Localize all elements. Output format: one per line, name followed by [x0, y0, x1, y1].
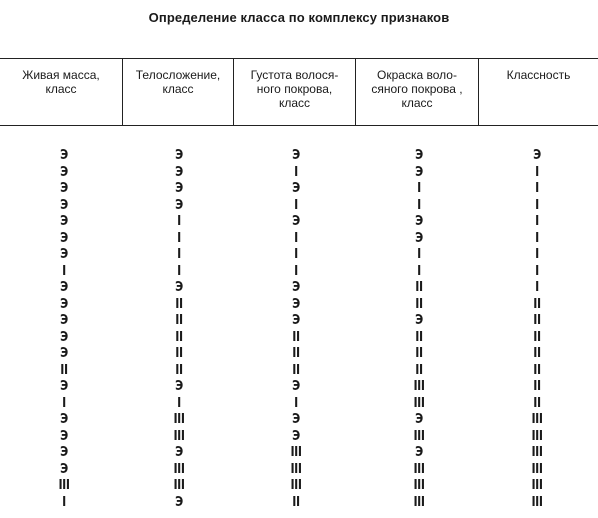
- class-mark: I: [535, 181, 539, 196]
- column-live-weight: [44, 148, 84, 511]
- class-mark: I: [62, 395, 66, 411]
- class-mark: I: [177, 263, 181, 279]
- class-mark: II: [533, 346, 541, 361]
- class-mark: Э: [175, 494, 183, 510]
- column-build: [159, 148, 199, 511]
- class-mark: II: [415, 329, 423, 345]
- class-mark: II: [175, 296, 183, 312]
- class-mark: I: [294, 197, 298, 213]
- class-mark: III: [413, 395, 425, 411]
- class-mark: Э: [60, 181, 68, 196]
- class-mark: Э: [60, 214, 68, 229]
- header-line: Живая масса,: [22, 68, 100, 82]
- header-line: класс: [401, 96, 433, 110]
- class-mark: I: [535, 230, 539, 246]
- class-mark: I: [62, 494, 66, 510]
- class-mark: Э: [415, 313, 423, 328]
- header-line: Телосложение,: [135, 68, 221, 82]
- class-mark: III: [58, 478, 70, 493]
- class-mark: III: [413, 461, 425, 477]
- class-mark: I: [177, 395, 181, 411]
- class-mark: III: [413, 428, 425, 444]
- table-header: [0, 58, 598, 126]
- class-mark: Э: [175, 197, 183, 213]
- class-mark: Э: [415, 164, 423, 180]
- class-mark: Э: [60, 197, 68, 213]
- class-mark: II: [533, 296, 541, 312]
- class-mark: II: [175, 329, 183, 345]
- class-mark: II: [533, 362, 541, 378]
- class-mark: III: [173, 461, 185, 477]
- class-mark: I: [294, 263, 298, 279]
- header-live-weight: [0, 59, 123, 125]
- header-line: класс: [278, 96, 311, 110]
- class-mark: III: [531, 461, 543, 477]
- class-mark: II: [292, 346, 300, 361]
- class-mark: I: [417, 247, 421, 262]
- class-mark: II: [175, 362, 183, 378]
- class-mark: Э: [60, 461, 68, 477]
- class-mark: Э: [175, 379, 183, 394]
- class-mark: Э: [60, 247, 68, 262]
- class-mark: III: [531, 478, 543, 493]
- class-mark: Э: [60, 230, 68, 246]
- class-mark: I: [535, 280, 539, 295]
- class-mark: II: [292, 494, 300, 510]
- header-class-rank: [479, 59, 598, 125]
- class-mark: Э: [292, 214, 300, 229]
- class-mark: III: [413, 478, 425, 493]
- header-line: Классность: [506, 68, 571, 82]
- class-mark: III: [413, 379, 425, 394]
- class-mark: I: [535, 164, 539, 180]
- class-mark: II: [415, 362, 423, 378]
- class-mark: III: [531, 494, 543, 510]
- class-mark: Э: [60, 379, 68, 394]
- class-mark: Э: [175, 181, 183, 196]
- class-mark: II: [415, 346, 423, 361]
- header-build: [123, 59, 234, 125]
- class-mark: II: [415, 296, 423, 312]
- class-mark: Э: [533, 148, 541, 163]
- column-class-rank: [517, 148, 557, 511]
- class-mark: I: [535, 247, 539, 262]
- table-title: Определение класса по комплексу признаков: [148, 10, 450, 25]
- header-line: ного покрова,: [256, 82, 333, 96]
- class-mark: III: [531, 445, 543, 460]
- class-mark: II: [292, 329, 300, 345]
- class-mark: Э: [60, 148, 68, 163]
- class-mark: I: [62, 263, 66, 279]
- class-mark: Э: [175, 164, 183, 180]
- column-hair-color: [399, 148, 439, 511]
- class-mark: II: [533, 379, 541, 394]
- class-mark: III: [173, 412, 185, 427]
- class-mark: Э: [60, 412, 68, 427]
- header-line: сяного покрова ,: [371, 82, 463, 96]
- column-hair-density: [276, 148, 316, 511]
- class-mark: I: [417, 197, 421, 213]
- class-mark: Э: [60, 313, 68, 328]
- header-line: класс: [45, 82, 77, 96]
- class-mark: II: [533, 313, 541, 328]
- class-mark: III: [531, 428, 543, 444]
- class-mark: Э: [60, 445, 68, 460]
- class-mark: III: [290, 445, 302, 460]
- class-mark: I: [177, 247, 181, 262]
- class-mark: III: [290, 478, 302, 493]
- class-mark: Э: [60, 346, 68, 361]
- class-mark: Э: [415, 148, 423, 163]
- class-mark: I: [417, 263, 421, 279]
- class-mark: Э: [292, 280, 300, 295]
- class-mark: Э: [175, 148, 183, 163]
- header-line: Густота волося-: [250, 68, 339, 82]
- class-mark: Э: [415, 230, 423, 246]
- class-mark: Э: [415, 445, 423, 460]
- class-mark: I: [294, 247, 298, 262]
- class-mark: Э: [60, 280, 68, 295]
- class-mark: III: [531, 412, 543, 427]
- class-mark: II: [415, 280, 423, 295]
- class-mark: Э: [292, 379, 300, 394]
- class-mark: Э: [60, 428, 68, 444]
- class-mark: III: [173, 478, 185, 493]
- class-mark: I: [294, 230, 298, 246]
- class-mark: I: [294, 164, 298, 180]
- class-mark: Э: [292, 428, 300, 444]
- class-mark: Э: [60, 164, 68, 180]
- class-mark: Э: [60, 296, 68, 312]
- class-mark: Э: [292, 296, 300, 312]
- class-mark: Э: [175, 445, 183, 460]
- class-mark: II: [533, 395, 541, 411]
- header-hair-color: [356, 59, 479, 125]
- class-mark: III: [290, 461, 302, 477]
- class-mark: Э: [175, 280, 183, 295]
- class-mark: Э: [292, 181, 300, 196]
- header-line: Окраска воло-: [377, 68, 457, 82]
- class-mark: Э: [292, 412, 300, 427]
- class-mark: I: [535, 197, 539, 213]
- class-mark: I: [177, 214, 181, 229]
- class-mark: Э: [292, 313, 300, 328]
- class-mark: I: [535, 214, 539, 229]
- class-mark: I: [177, 230, 181, 246]
- class-mark: II: [292, 362, 300, 378]
- header-line: класс: [162, 82, 194, 96]
- class-mark: Э: [292, 148, 300, 163]
- class-mark: II: [175, 313, 183, 328]
- class-mark: III: [173, 428, 185, 444]
- class-mark: I: [294, 395, 298, 411]
- class-mark: Э: [60, 329, 68, 345]
- class-mark: II: [175, 346, 183, 361]
- header-hair-density: [234, 59, 356, 125]
- class-mark: II: [533, 329, 541, 345]
- class-mark: Э: [415, 412, 423, 427]
- class-mark: II: [60, 362, 68, 378]
- class-mark: III: [413, 494, 425, 510]
- class-mark: I: [535, 263, 539, 279]
- class-mark: Э: [415, 214, 423, 229]
- class-mark: I: [417, 181, 421, 196]
